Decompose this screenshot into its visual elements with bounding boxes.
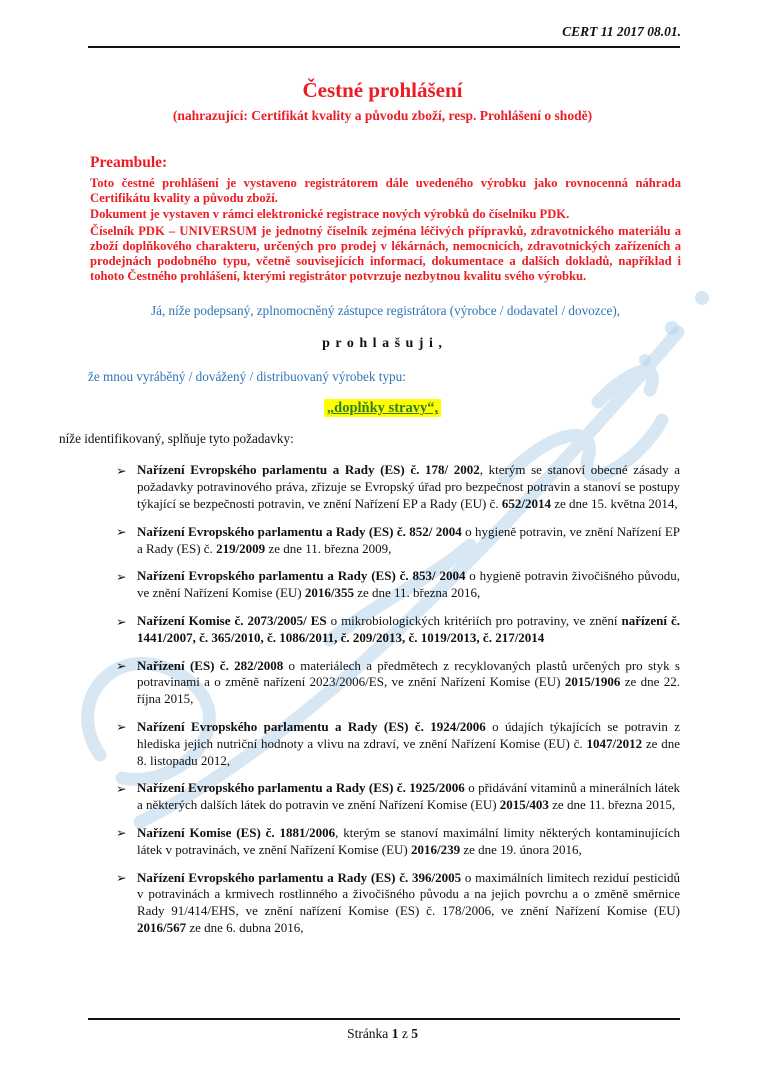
requirements-list <box>0 462 765 936</box>
arrow-bullet-icon: ➢ <box>116 781 127 796</box>
document-title: Čestné prohlášení <box>302 78 463 102</box>
requirements-intro: níže identifikovaný, splňuje tyto požadavky: <box>59 431 294 447</box>
requirement-item <box>116 869 681 937</box>
requirement-text: Nařízení Komise (ES) č. 1881/2006, kterým se stanoví maximální limity některých kontaminujících látek v potravinách, ve znění Nařízení Komise (EU) 2016/239 ze dne 19. února 2016, <box>137 824 680 857</box>
preamble-heading: Preambule: <box>90 154 168 171</box>
requirement-item <box>116 824 680 859</box>
requirement-text: Nařízení Evropského parlamentu a Rady (ES) č. 396/2005 o maximálních limitech reziduí pesticidů v potravinách a krmivech rostlinného a živočišného původu a na jejich povrchu a o změně směrnice Rady 91/414/EHS, ve znění nařízení Komise (ES) č. 178/2006, ve znění Nařízení Komise (EU) 2016/567 ze dne 6. dubna 2016, <box>137 869 681 935</box>
product-type-highlight: „doplňky stravy“, <box>324 399 441 417</box>
arrow-bullet-icon: ➢ <box>116 463 127 478</box>
page-number: Stránka 1 z 5 <box>347 1026 418 1041</box>
arrow-bullet-icon: ➢ <box>116 659 127 674</box>
product-type-row <box>0 399 765 417</box>
requirement-item <box>116 462 681 512</box>
requirement-text: Nařízení Komise č. 2073/2005/ ES o mikrobiologických kritériích pro potraviny, ve znění nařízení č. 1441/2007, č. 365/2010, č. 1086/2011, č. 209/2013, č. 1019/2013, č. 217/2014 <box>137 613 680 645</box>
arrow-bullet-icon: ➢ <box>116 720 127 735</box>
requirement-item <box>116 568 680 602</box>
document-subtitle: (nahrazující: Certifikát kvality a původu zboží, resp. Prohlášení o shodě) <box>172 108 593 123</box>
header-rule <box>88 46 680 48</box>
requirement-text: Nařízení Evropského parlamentu a Rady (ES) č. 1925/2006 o přidávání vitaminů a minerálních látek a některých dalších látek do potravin ve znění Nařízení Komise (EU) 2015/403 ze dne 11. března 2015, <box>137 780 680 813</box>
declaration-intro: Já, níže podepsaný, zplnomocněný zástupce registrátora (výrobce / dodavatel / dovozce), <box>150 303 621 319</box>
requirement-text: Nařízení Evropského parlamentu a Rady (ES) č. 852/ 2004 o hygieně potravin, ve znění Nařízení EP a Rady (ES) č. 219/2009 ze dne 11. března 2009, <box>137 523 680 556</box>
doc-code: CERT 11 2017 08.01. <box>562 24 681 39</box>
requirement-item <box>116 613 680 647</box>
requirement-item <box>116 657 681 708</box>
arrow-bullet-icon: ➢ <box>116 569 127 584</box>
requirement-text: Nařízení Evropského parlamentu a Rady (ES) č. 853/ 2004 o hygieně potravin živočišného původu, ve znění Nařízení Komise (EU) 2016/355 ze dne 11. března 2016, <box>137 568 680 601</box>
requirement-text: Nařízení (ES) č. 282/2008 o materiálech a předmětech z recyklovaných plastů určených pro styk s potravinami a o změně nařízení 2023/2006/ES, ve znění Nařízení Komise (EU) 2015/1906 ze dne 22. října 2015, <box>137 657 681 707</box>
arrow-bullet-icon: ➢ <box>116 614 127 629</box>
arrow-bullet-icon: ➢ <box>116 525 127 540</box>
requirement-text: Nařízení Evropského parlamentu a Rady (ES) č. 178/ 2002, kterým se stanoví obecné zásady a požadavky potravinového práva, zřizuje se Evropský úřad pro bezpečnost potravin a stanoví se postupy týkající se bezpečnosti potravin, ve znění Nařízení EP a Rady (EU) č. 652/2014 ze dne 15. května 2014, <box>137 462 681 512</box>
preamble-paragraph-1: Toto čestné prohlášení je vystaveno registrátorem dále uvedeného výrobku jako rovnocenná náhrada Certifikátu kvality a původu zboží. <box>90 176 681 206</box>
footer-rule <box>88 1018 680 1020</box>
requirement-item <box>116 523 680 558</box>
declaration-verb: p r o h l a š u j i , <box>322 336 443 352</box>
product-line: že mnou vyráběný / dovážený / distribuovaný výrobek typu: <box>88 369 406 385</box>
requirement-item <box>116 718 680 769</box>
arrow-bullet-icon: ➢ <box>116 826 127 841</box>
requirement-text: Nařízení Evropského parlamentu a Rady (ES) č. 1924/2006 o údajích týkajících se potravin z hlediska jejich nutriční hodnoty a vlivu na zdraví, ve znění Nařízení Komise (EU) č. 1047/2012 ze dne 8. listopadu 2012, <box>137 718 680 768</box>
arrow-bullet-icon: ➢ <box>116 871 127 886</box>
preamble-paragraph-2: Dokument je vystaven v rámci elektronické registrace nových výrobků do číselníku PDK. <box>90 207 570 222</box>
preamble-paragraph-3: Číselník PDK – UNIVERSUM je jednotný číselník zejména léčivých přípravků, zdravotnického materiálu a zboží doplňkového charakteru, určených pro prodej v lékárnách, nemocnicích, zdravotnických zařízeních a prodejnách podobného typu, včetně souvisejících informací, dokumentace a dalších dokladů, například i tohoto Čestného prohlášení, kterými registrátor potvrzuje nezbytnou kvalitu svého výrobku. <box>90 223 681 284</box>
requirement-item <box>116 780 680 814</box>
